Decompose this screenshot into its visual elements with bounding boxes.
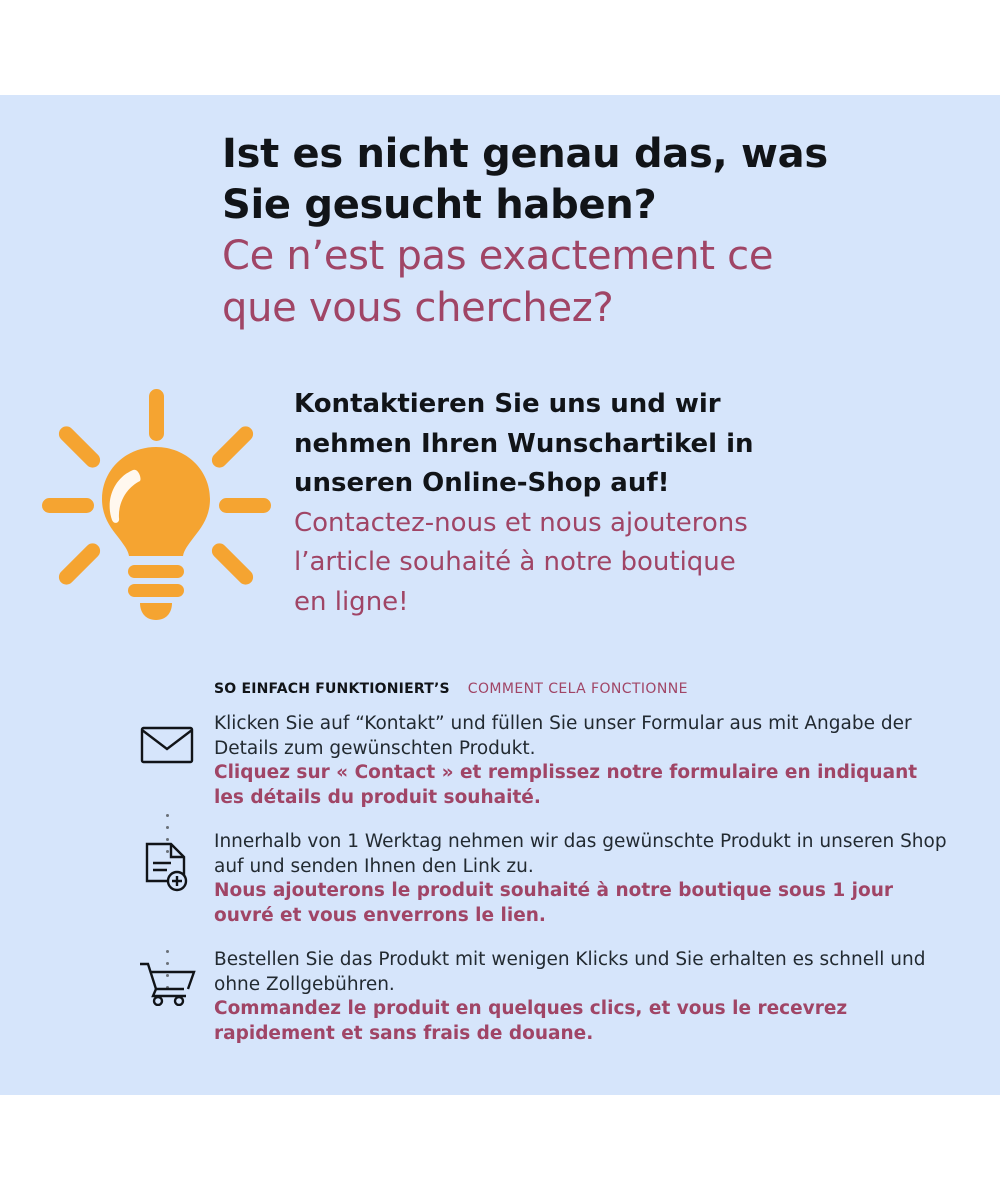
step-text: [214, 946, 950, 1046]
subheadline-fr-line2: l’article souhaité à notre boutique: [294, 547, 736, 578]
list-item: [120, 710, 950, 828]
how-it-works-label-fr: COMMENT CELA FONCTIONNE: [467, 681, 688, 697]
subheadline-fr-line3: en ligne!: [294, 586, 409, 617]
step-text: [214, 828, 950, 928]
subheadline-de-line2: nehmen Ihren Wunschartikel in: [294, 428, 754, 459]
envelope-icon: [120, 710, 214, 766]
headline-fr-line1: Ce n’est pas exactement ce: [222, 233, 774, 280]
shopping-cart-icon: [120, 946, 214, 1006]
subheadline-fr-line1: Contactez-nous et nous ajouterons: [294, 507, 748, 538]
subheadline-de-line3: unseren Online-Shop auf!: [294, 468, 670, 499]
step-fr-text: Nous ajouterons le produit souhaité à notre boutique sous 1 jour ouvré et vous enverrons le lien.: [214, 880, 893, 926]
lightbulb-illustration: [36, 385, 276, 635]
step-de-text: Klicken Sie auf “Kontakt” und füllen Sie unser Formular aus mit Angabe der Details zum gewünschten Produkt.: [214, 713, 912, 759]
subheadline-block: [294, 385, 934, 622]
step-de-text: Bestellen Sie das Produkt mit wenigen Klicks und Sie erhalten es schnell und ohne Zollgebühren.: [214, 949, 926, 995]
steps-list: [120, 710, 950, 1064]
headline-block: [222, 129, 952, 334]
headline-fr-line2: que vous cherchez?: [222, 284, 614, 331]
how-it-works-heading: [214, 681, 688, 697]
headline-de-line2: Sie gesucht haben?: [222, 182, 657, 229]
step-de-text: Innerhalb von 1 Werktag nehmen wir das gewünschte Produkt in unseren Shop auf und senden Ihnen den Link zu.: [214, 831, 947, 877]
subheadline-de-line1: Kontaktieren Sie uns und wir: [294, 389, 721, 419]
list-item: [120, 828, 950, 946]
list-item: [120, 946, 950, 1064]
how-it-works-label-de: SO EINFACH FUNKTIONIERT’S: [214, 681, 450, 697]
step-fr-text: Cliquez sur « Contact » et remplissez notre formulaire en indiquant les détails du produit souhaité.: [214, 762, 918, 808]
document-add-icon: [120, 828, 214, 894]
promo-banner: [0, 95, 1000, 1095]
step-text: [214, 710, 950, 810]
step-fr-text: Commandez le produit en quelques clics, et vous le recevrez rapidement et sans frais de douane.: [214, 998, 848, 1044]
headline-de-line1: Ist es nicht genau das, was: [222, 131, 828, 177]
